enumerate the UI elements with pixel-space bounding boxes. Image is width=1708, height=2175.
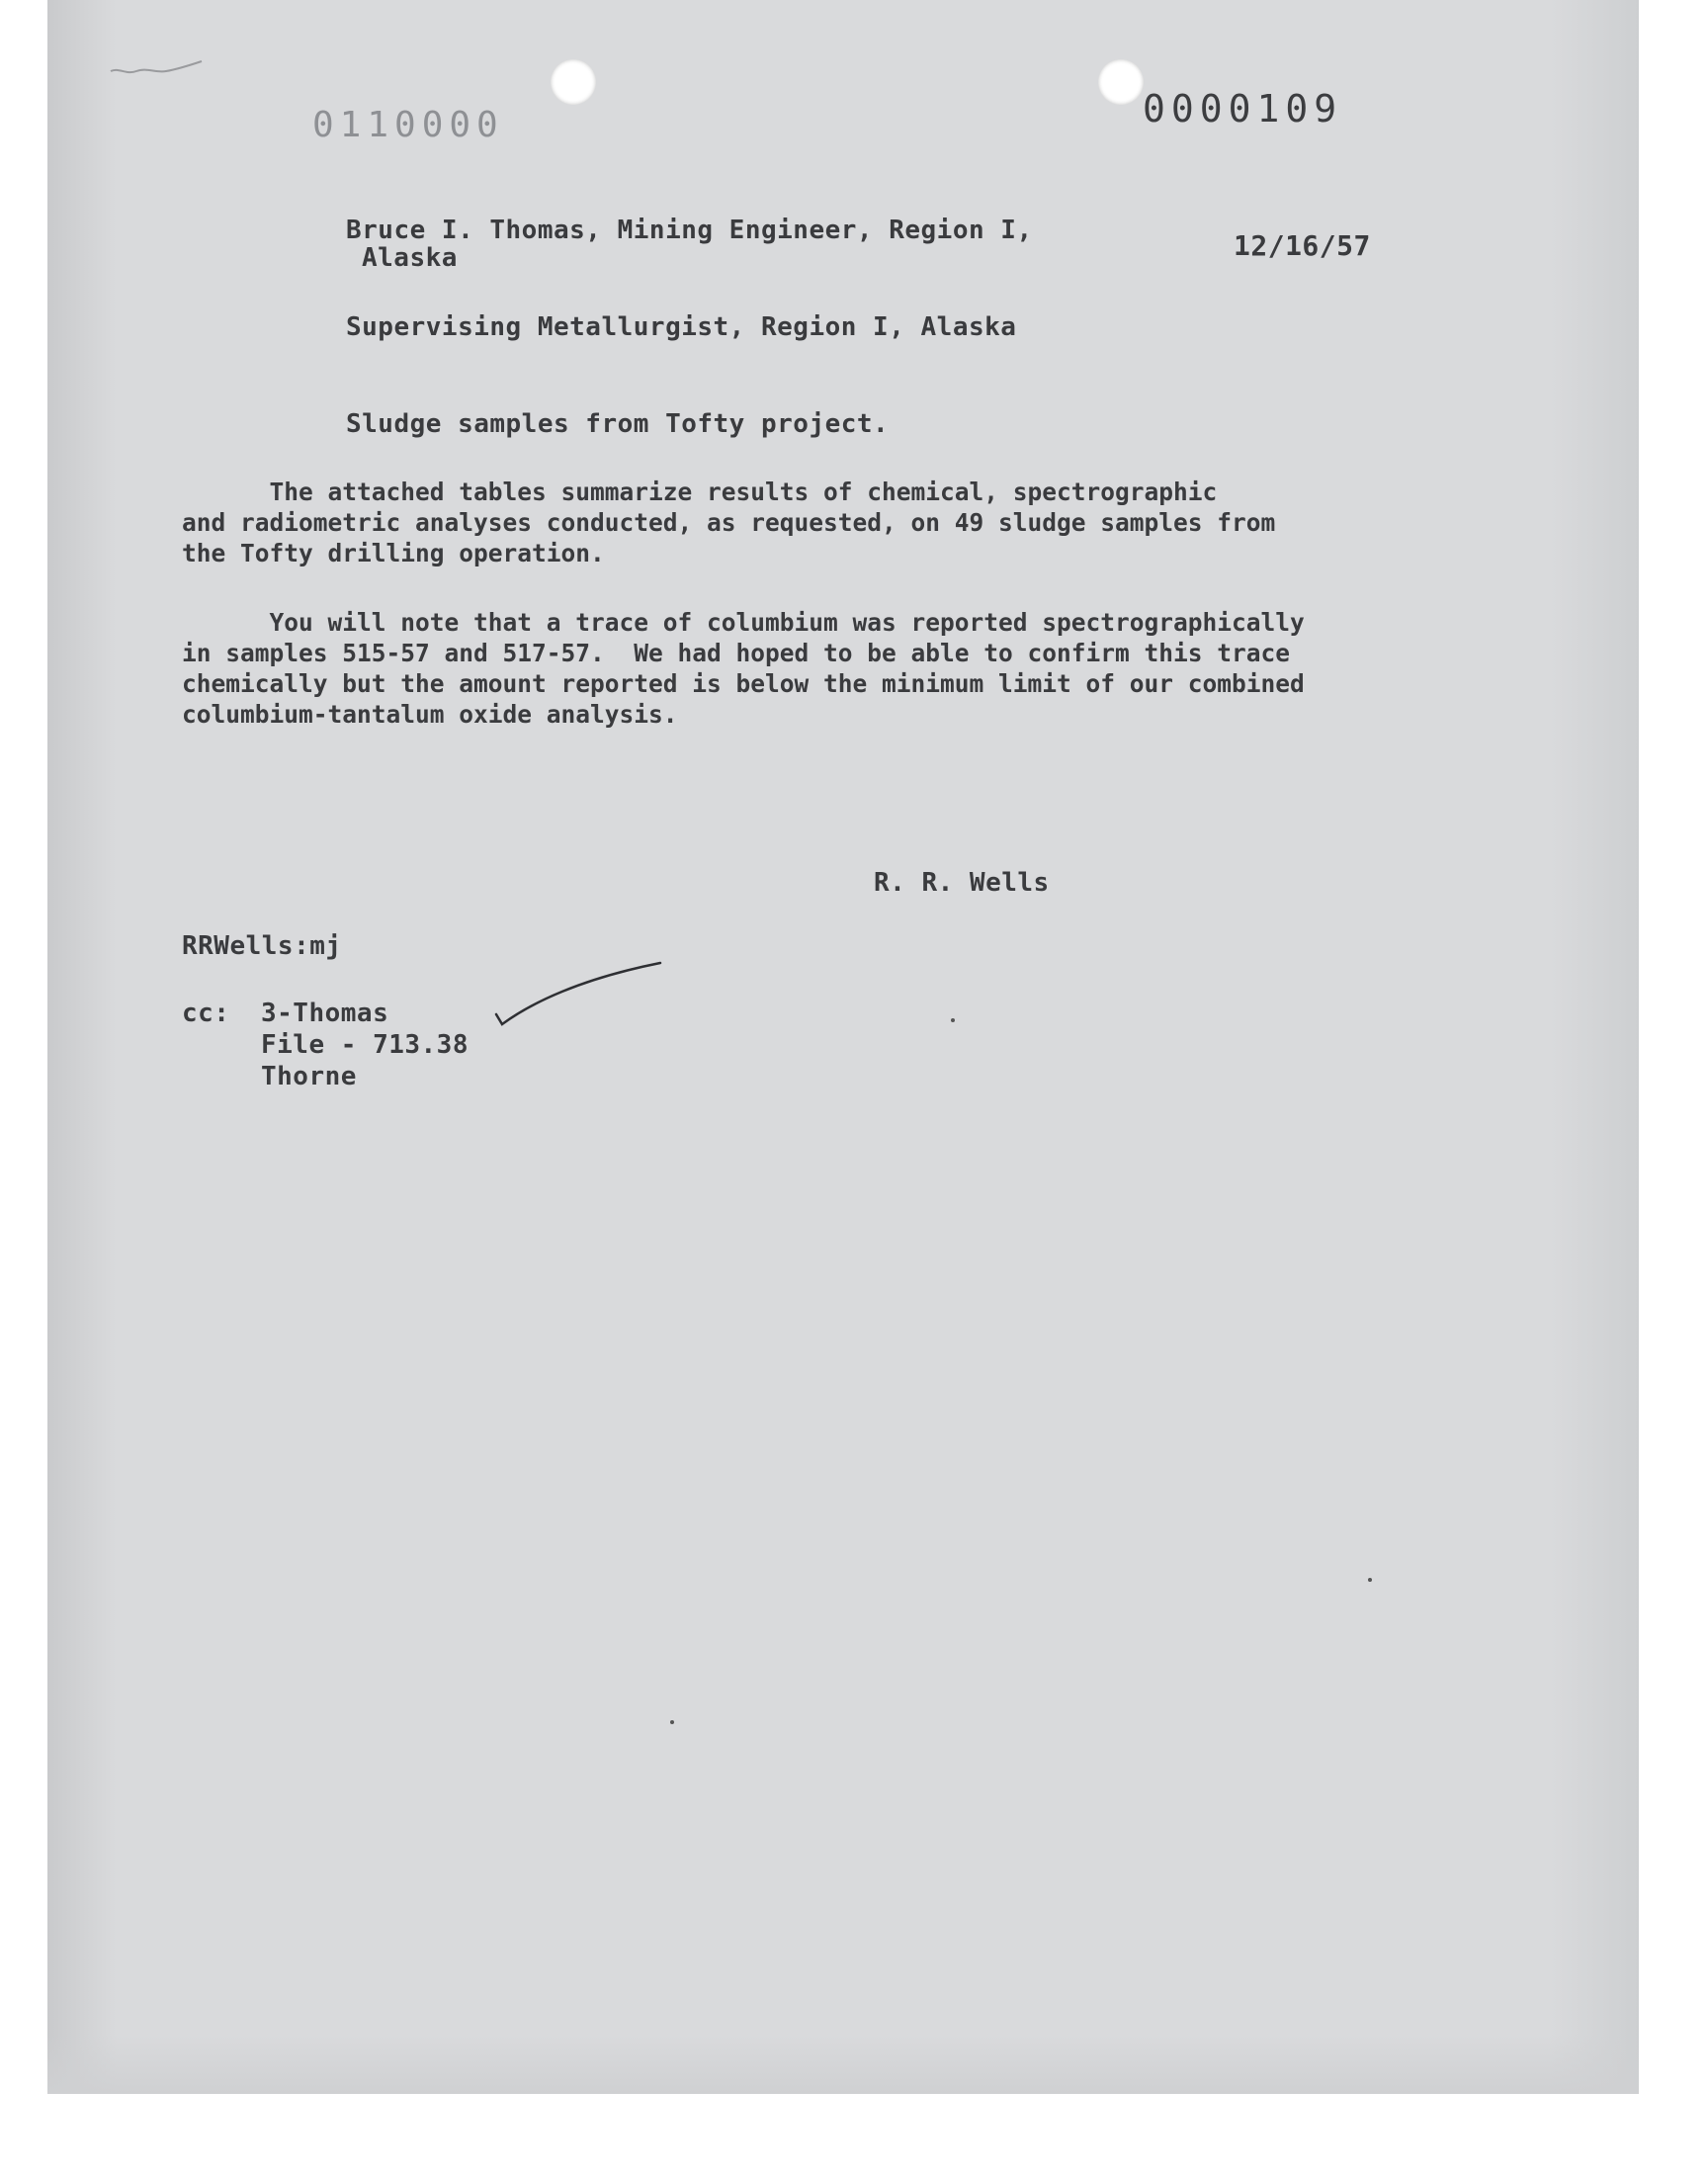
typist-initials: RRWells:mj — [182, 931, 342, 961]
sender-line: Supervising Metallurgist, Region I, Alaska — [346, 312, 1017, 342]
body-paragraph-1: The attached tables summarize results of chemical, spectrographic and radiometric analyses conducted, as requested, on 49 sludge samples from the Tofty drilling operation. — [182, 478, 1276, 567]
page-edge-shadow-right — [1550, 0, 1639, 2094]
handwritten-mark — [105, 49, 214, 89]
page-edge-shadow-bottom — [47, 2035, 1639, 2094]
document-stamp-left: 0110000 — [312, 105, 504, 145]
cc-recipient: File - 713.38 — [261, 1030, 469, 1060]
signature-name: R. R. Wells — [874, 868, 1050, 898]
speck — [951, 1018, 955, 1022]
cc-label: cc: — [182, 999, 230, 1028]
body-paragraph-2: You will note that a trace of columbium was reported spectrographically in samples 515-57 and 517-57. We had hoped to be able to confirm this trace chemically but the amount reported is below the minimum limit of our combined columbium-tantalum oxide analysis. — [182, 608, 1305, 729]
recipient-line: Bruce I. Thomas, Mining Engineer, Region I, — [346, 216, 1033, 245]
cc-recipient: 3-Thomas — [261, 999, 389, 1028]
recipient-location: Alaska — [362, 243, 458, 273]
punch-hole-left — [551, 59, 596, 105]
document-page — [47, 0, 1639, 2094]
page-edge-shadow-left — [47, 0, 117, 2094]
document-stamp-right: 0000109 — [1143, 87, 1343, 130]
punch-hole-right — [1098, 59, 1144, 105]
cc-recipient: Thorne — [261, 1062, 357, 1091]
memo-subject: Sludge samples from Tofty project. — [346, 409, 890, 439]
speck — [670, 1720, 674, 1724]
speck — [1368, 1578, 1372, 1582]
checkmark-icon — [492, 959, 670, 1038]
memo-date: 12/16/57 — [1234, 229, 1371, 262]
